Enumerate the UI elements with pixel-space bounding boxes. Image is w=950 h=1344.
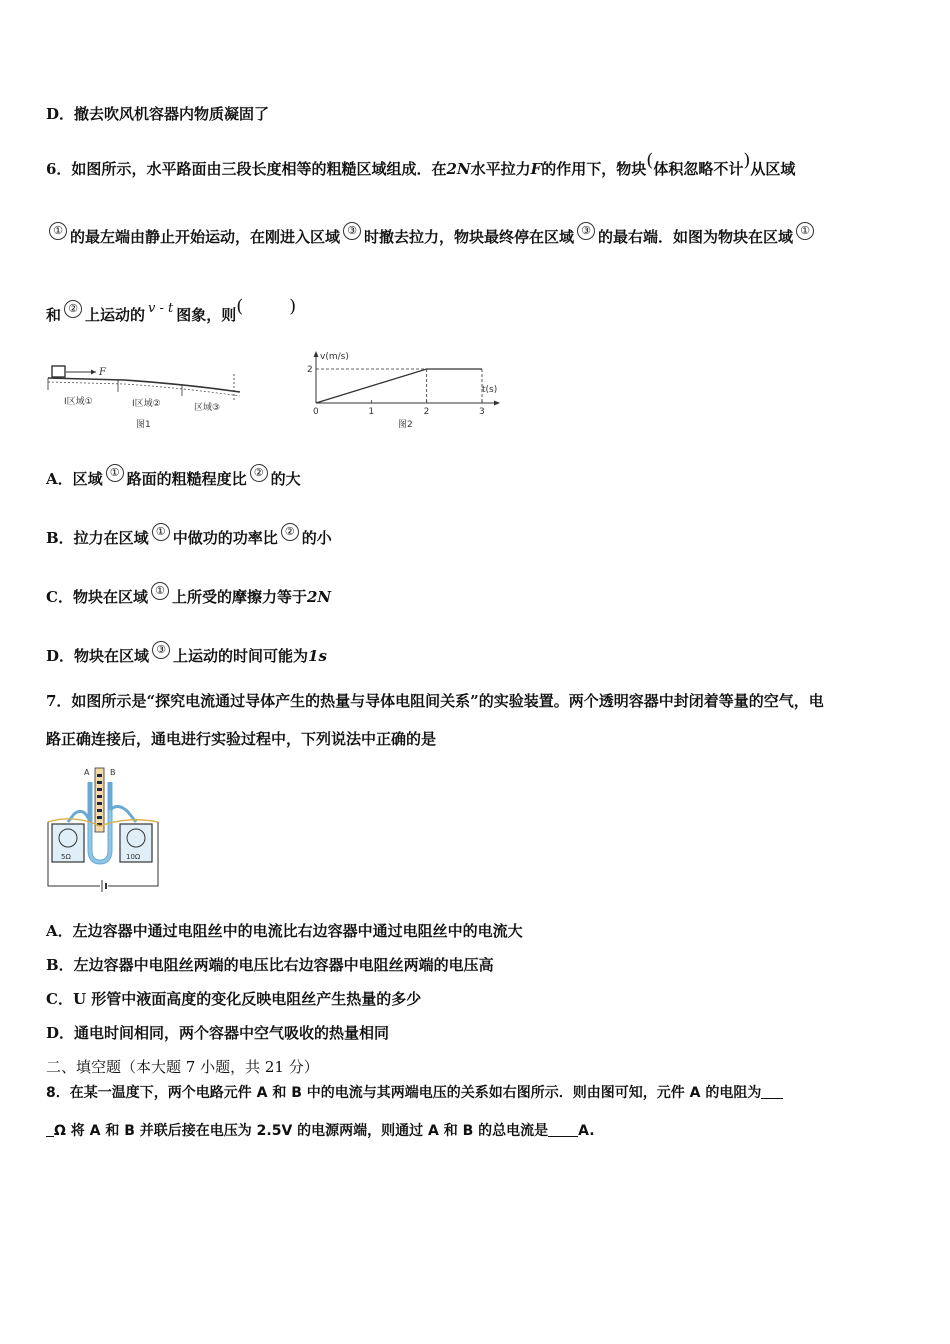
block bbox=[52, 366, 65, 377]
q8-blank-1b[interactable] bbox=[46, 1122, 54, 1137]
zone-2-mark: ② bbox=[281, 523, 299, 541]
y-tick-label-2: 2 bbox=[307, 365, 313, 375]
label-b: B bbox=[110, 768, 116, 777]
road-surface bbox=[48, 378, 240, 392]
fig2-caption: 图2 bbox=[398, 420, 413, 430]
q8-blank-1a[interactable] bbox=[761, 1084, 783, 1099]
q7-option-d[interactable]: D．通电时间相同，两个容器中空气吸收的热量相同 bbox=[46, 1024, 390, 1042]
q6-figure-1 bbox=[44, 360, 254, 432]
vt-label: v - t bbox=[148, 301, 174, 316]
q6-stem-line2: ① 的最左端由静止开始运动，在刚进入区域 ③ 时撤去拉力，物块最终停在区域 ③ 的最右端．如图为物块在区域 ① bbox=[46, 222, 817, 247]
q5-option-d: D．撤去吹风机容器内物质凝固了 bbox=[46, 105, 270, 123]
x-axis-label: t(s) bbox=[482, 385, 498, 395]
zone-3-mark: ③ bbox=[343, 222, 361, 240]
zone-1-mark: ① bbox=[152, 523, 170, 541]
hose-left bbox=[68, 811, 90, 822]
resistor-5ohm: 5Ω bbox=[61, 853, 71, 861]
x-tick-label-2: 2 bbox=[423, 407, 430, 417]
vt-series-line bbox=[316, 369, 482, 403]
zone-2-mark: ② bbox=[64, 300, 82, 318]
zone-3-mark: ③ bbox=[152, 641, 170, 659]
zone-label-3: 区域③ bbox=[194, 403, 221, 413]
x-tick-label-1: 1 bbox=[368, 407, 375, 417]
q8-blank-2[interactable] bbox=[548, 1122, 578, 1137]
zone-label-2: I区域② bbox=[132, 399, 161, 409]
scale-ruler bbox=[95, 768, 104, 832]
fig1-caption: 图1 bbox=[136, 420, 151, 430]
q7-option-b[interactable]: B．左边容器中电阻丝两端的电压比右边容器中电阻丝两端的电压高 bbox=[46, 956, 494, 974]
q6-option-a[interactable]: A．区域 ① 路面的粗糙程度比 ② 的大 bbox=[46, 466, 301, 488]
q7-option-a[interactable]: A．左边容器中通过电阻丝中的电流比右边容器中通过电阻丝中的电流大 bbox=[46, 922, 523, 940]
answer-paren: ( ) bbox=[236, 296, 297, 317]
x-tick-label-3: 3 bbox=[479, 407, 485, 417]
q8-stem-line1: 8．在某一温度下，两个电路元件 A 和 B 中的电流与其两端电压的关系如右图所示．则由图可知，元件 A 的电阻为 bbox=[46, 1082, 783, 1102]
section-2-header: 二、填空题（本大题 7 小题，共 21 分） bbox=[46, 1058, 319, 1076]
q7-circuit-figure bbox=[44, 762, 164, 892]
q6-stem-line3: 和 ② 上运动的 v - t 图象，则( ) bbox=[46, 296, 297, 324]
zone-1-mark: ① bbox=[796, 222, 814, 240]
y-axis-label: v(m/s) bbox=[320, 352, 349, 362]
resistor-10ohm: 10Ω bbox=[126, 853, 141, 861]
q6-option-b[interactable]: B．拉力在区域 ① 中做功的功率比 ② 的小 bbox=[46, 525, 332, 547]
q7-stem-line1: 7．如图所示是“探究电流通过导体产生的热量与导体电阻间关系”的实验装置。两个透明容器中封闭着等量的空气，电 bbox=[46, 692, 824, 710]
q6-option-c[interactable]: C．物块在区域 ① 上所受的摩擦力等于2N bbox=[46, 584, 332, 606]
zone-1-mark: ① bbox=[151, 582, 169, 600]
label-a: A bbox=[84, 768, 90, 777]
zone-2-mark: ② bbox=[250, 464, 268, 482]
force-label: F bbox=[99, 367, 106, 378]
q6-option-d[interactable]: D．物块在区域 ③ 上运动的时间可能为1s bbox=[46, 643, 327, 665]
zone-1-mark: ① bbox=[49, 222, 67, 240]
q7-stem-line2: 路正确连接后，通电进行实验过程中，下列说法中正确的是 bbox=[46, 730, 437, 748]
x-tick-label-0: 0 bbox=[313, 407, 319, 417]
zone-label-1: I区域① bbox=[64, 397, 93, 407]
q8-stem-line2: Ω 将 A 和 B 并联后接在电压为 2.5V 的电源两端，则通过 A 和 B 的总电流是 A. bbox=[46, 1120, 595, 1140]
q6-figure-2-vt-chart bbox=[300, 345, 510, 435]
q7-option-c[interactable]: C．U 形管中液面高度的变化反映电阻丝产生热量的多少 bbox=[46, 990, 422, 1008]
zone-3-mark: ③ bbox=[577, 222, 595, 240]
q6-stem-line1: 6．如图所示，水平路面由三段长度相等的粗糙区域组成．在2N水平拉力F的作用下，物块(体积忽略不计)从区域 bbox=[46, 150, 796, 178]
zone-1-mark: ① bbox=[106, 464, 124, 482]
